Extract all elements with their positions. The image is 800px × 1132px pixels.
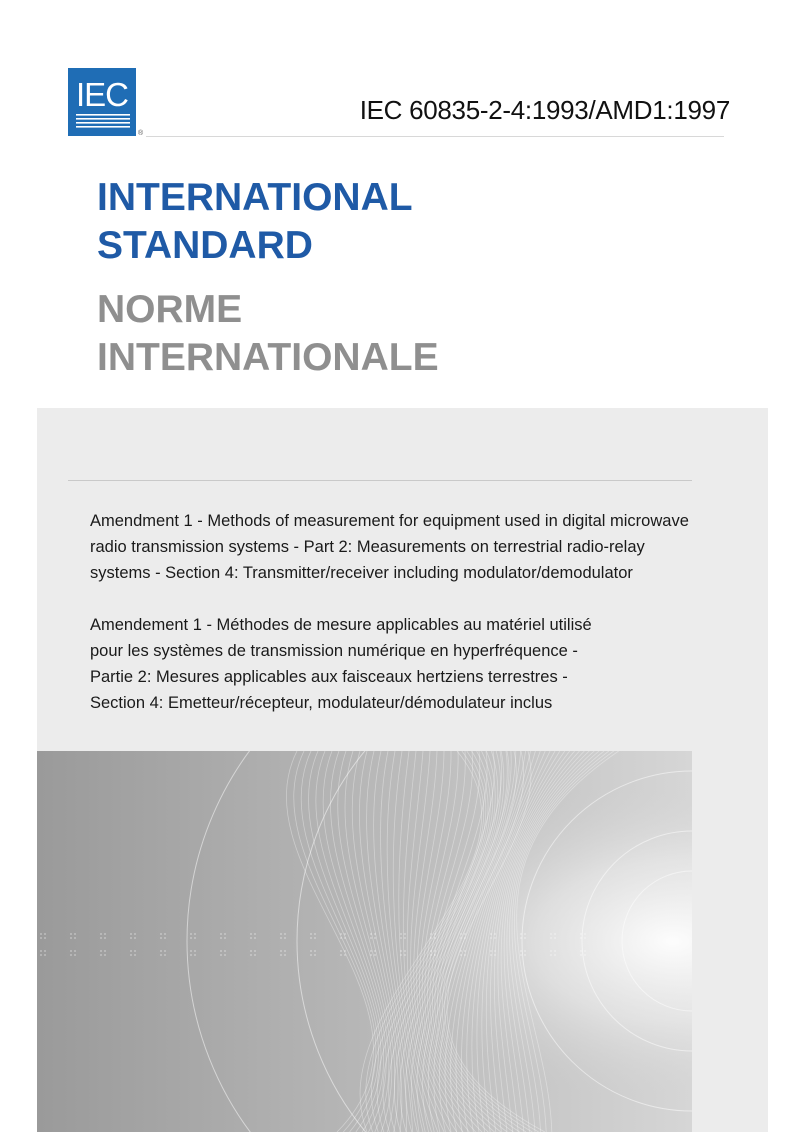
title-french-line: NORME xyxy=(97,288,243,331)
document-reference: IEC 60835-2-4:1993/AMD1:1997 xyxy=(359,95,730,125)
description-french-line: Partie 2: Mesures applicables aux faisceaux hertziens terrestres - xyxy=(90,668,568,686)
description-english xyxy=(90,508,730,586)
description-french-line: Amendement 1 - Méthodes de mesure applicables au matériel utilisé xyxy=(90,616,592,634)
registered-mark: ® xyxy=(138,130,144,137)
panel-divider xyxy=(68,480,692,481)
logo-lines-icon xyxy=(76,114,130,128)
title-french-line: INTERNATIONALE xyxy=(97,336,439,379)
logo-text: IEC xyxy=(75,76,128,113)
description-french xyxy=(90,612,730,716)
title-english xyxy=(97,174,413,270)
title-french xyxy=(97,286,439,382)
description-english-line: Amendment 1 - Methods of measurement for equipment used in digital microwave xyxy=(90,512,689,530)
description-english-line: systems - Section 4: Transmitter/receiver including modulator/demodulator xyxy=(90,564,633,582)
description-french-line: Section 4: Emetteur/récepteur, modulateur/démodulateur inclus xyxy=(90,694,553,712)
title-english-line: STANDARD xyxy=(97,224,313,267)
title-english-line: INTERNATIONAL xyxy=(97,176,413,219)
description-english-line: radio transmission systems - Part 2: Measurements on terrestrial radio-relay xyxy=(90,538,645,556)
iec-logo xyxy=(68,68,136,136)
description-french-line: pour les systèmes de transmission numérique en hyperfréquence - xyxy=(90,642,578,660)
cover-artwork xyxy=(37,751,692,1132)
header-divider xyxy=(146,136,724,137)
